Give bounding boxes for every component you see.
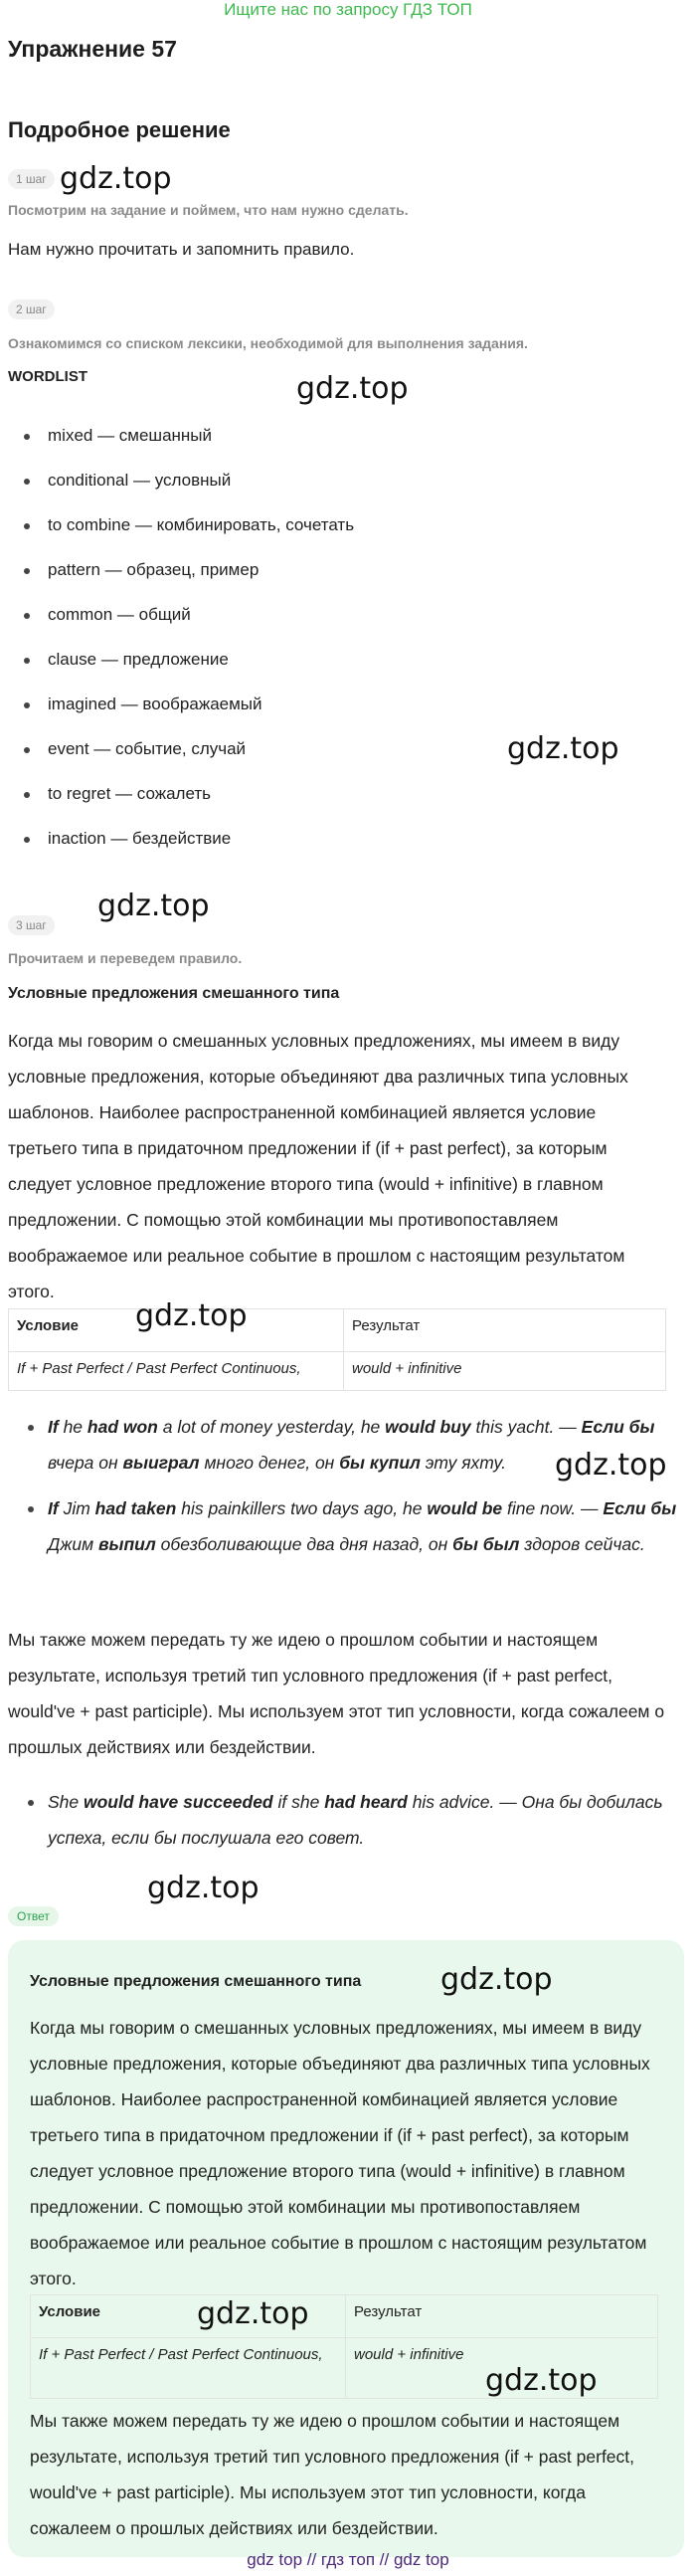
page-title: Упражнение 57	[8, 36, 177, 62]
example-item	[0, 1784, 684, 1856]
step2-header	[0, 299, 55, 319]
ex-text: обезболивающие два дня назад, он	[155, 1534, 453, 1554]
ex-text: this yacht. —	[470, 1417, 582, 1437]
table-cell: If + Past Perfect / Past Perfect Continuous,	[9, 1352, 344, 1391]
ex-text: She	[48, 1792, 84, 1812]
watermark: gdz.top	[555, 1448, 667, 1483]
watermark: gdz.top	[296, 371, 409, 406]
example-item	[0, 1490, 684, 1562]
list-item: common — общий	[0, 592, 354, 637]
wordlist-heading: WORDLIST	[8, 368, 87, 385]
rule-heading: Условные предложения смешанного типа	[8, 985, 340, 1002]
answer-heading: Условные предложения смешанного типа	[30, 1973, 362, 1990]
table-cell: would + infinitive	[346, 2338, 658, 2399]
ex-text: здоров сейчас.	[519, 1534, 645, 1554]
table-cell: If + Past Perfect / Past Perfect Continuous,	[31, 2338, 346, 2399]
table-header-cell: Условие	[31, 2295, 346, 2338]
ex-text: эту яхту.	[420, 1453, 506, 1473]
list-item: mixed — смешанный	[0, 413, 354, 458]
answer-header	[8, 1906, 59, 1926]
table-header-cell: Результат	[346, 2295, 658, 2338]
table-row	[31, 2295, 658, 2338]
step1-header	[0, 169, 55, 189]
list-item: pattern — образец, пример	[0, 547, 354, 592]
rule-paragraph-2: Мы также можем передать ту же идею о прошлом событии и настоящем результате, используя третий тип условного предложения (if + past perfect, would've + past participle). Мы используем этот тип условности, когда сожалеем о прошлых действиях или бездействии.	[8, 1630, 665, 1757]
step1-badge: 1 шаг	[8, 169, 55, 189]
ex-text: много денег, он	[199, 1453, 340, 1473]
list-item: clause — предложение	[0, 637, 354, 682]
section-title: Подробное решение	[8, 117, 231, 142]
ex-bold: would buy	[385, 1417, 471, 1437]
ex-bold: would have succeeded	[84, 1792, 273, 1812]
ex-text: if she	[272, 1792, 325, 1812]
answer-badge: Ответ	[8, 1906, 59, 1926]
ex-bold: If	[48, 1417, 59, 1437]
ex-text: Джим	[48, 1534, 98, 1554]
watermark: gdz.top	[60, 161, 172, 196]
step3-caption: Прочитаем и переведем правило.	[8, 950, 243, 966]
ex-text: his painkillers two days ago, he	[176, 1498, 428, 1518]
step1-text: Нам нужно прочитать и запомнить правило.	[8, 240, 355, 259]
list-item: conditional — условный	[0, 458, 354, 502]
footer-links[interactable]: gdz top // гдз топ // gdz top	[247, 2550, 449, 2569]
ex-text: he	[58, 1417, 87, 1437]
table-row	[9, 1352, 666, 1391]
step1-caption: Посмотрим на задание и поймем, что нам нужно сделать.	[8, 202, 409, 218]
ex-text: вчера он	[48, 1453, 123, 1473]
ex-bold: выиграл	[122, 1453, 200, 1473]
ex-text: fine now. —	[502, 1498, 604, 1518]
watermark: gdz.top	[485, 2363, 598, 2398]
ex-bold: If	[48, 1498, 59, 1518]
step2-caption: Ознакомимся со списком лексики, необходимой для выполнения задания.	[8, 335, 528, 351]
watermark: gdz.top	[197, 2296, 309, 2331]
ex-bold: would be	[427, 1498, 503, 1518]
table-row	[9, 1309, 666, 1352]
list-item: event — событие, случай	[0, 726, 354, 771]
wordlist	[0, 413, 354, 861]
ex-bold: Если бы	[603, 1498, 677, 1518]
ex-bold: had heard	[324, 1792, 408, 1812]
step2-badge: 2 шаг	[8, 299, 55, 319]
table-cell: would + infinitive	[344, 1352, 666, 1391]
answer-paragraph: Когда мы говорим о смешанных условных предложениях, мы имеем в виду условные предложения, которые объединяют два различных типа условных шаблонов. Наиболее распространенной комбинацией является условие третьего типа в придаточном предложении if (if + past perfect), за которым следует условное предложение второго типа (would + infinitive) в главном предложении. С помощью этой комбинации мы противопоставляем воображаемое или реальное событие в прошлом с настоящим результатом этого.	[30, 2018, 650, 2288]
step3-badge: 3 шаг	[8, 915, 55, 935]
rule-table	[8, 1308, 666, 1391]
ex-text: a lot of money yesterday, he	[157, 1417, 386, 1437]
search-banner[interactable]: Ищите нас по запросу ГДЗ ТОП	[224, 0, 472, 19]
answer-paragraph-2: Мы также можем передать ту же идею о прошлом событии и настоящем результате, используя третий тип условного предложения (if + past perfect, would've + past participle). Мы используем этот тип условности, когда сожалеем о прошлых действиях или бездействии.	[30, 2411, 635, 2538]
list-item: imagined — воображаемый	[0, 682, 354, 726]
step3-header	[0, 915, 55, 935]
watermark: gdz.top	[440, 1962, 553, 1997]
ex-text: his advice. — Она бы добилась успеха, если бы послушала его совет.	[48, 1792, 663, 1848]
ex-bold: had taken	[94, 1498, 177, 1518]
ex-text: Jim	[58, 1498, 95, 1518]
list-item: to regret — сожалеть	[0, 771, 354, 816]
list-item: to combine — комбинировать, сочетать	[0, 502, 354, 547]
table-header-cell: Результат	[344, 1309, 666, 1352]
watermark: gdz.top	[507, 731, 619, 766]
list-item: inaction — бездействие	[0, 816, 354, 861]
table-header-cell: Условие	[9, 1309, 344, 1352]
ex-bold: бы купил	[339, 1453, 421, 1473]
ex-bold: бы был	[452, 1534, 520, 1554]
ex-bold: выпил	[97, 1534, 156, 1554]
watermark: gdz.top	[97, 889, 210, 923]
watermark: gdz.top	[147, 1871, 260, 1905]
ex-bold: had won	[87, 1417, 158, 1437]
ex-bold: Если бы	[581, 1417, 655, 1437]
rule-paragraph: Когда мы говорим о смешанных условных предложениях, мы имеем в виду условные предложения, которые объединяют два различных типа условных шаблонов. Наиболее распространенной комбинацией является условие третьего типа в придаточном предложении if (if + past perfect), за которым следует условное предложение второго типа (would + infinitive) в главном предложении. С помощью этой комбинации мы противопоставляем воображаемое или реальное событие в прошлом с настоящим результатом этого.	[8, 1031, 628, 1301]
watermark: gdz.top	[135, 1298, 248, 1333]
